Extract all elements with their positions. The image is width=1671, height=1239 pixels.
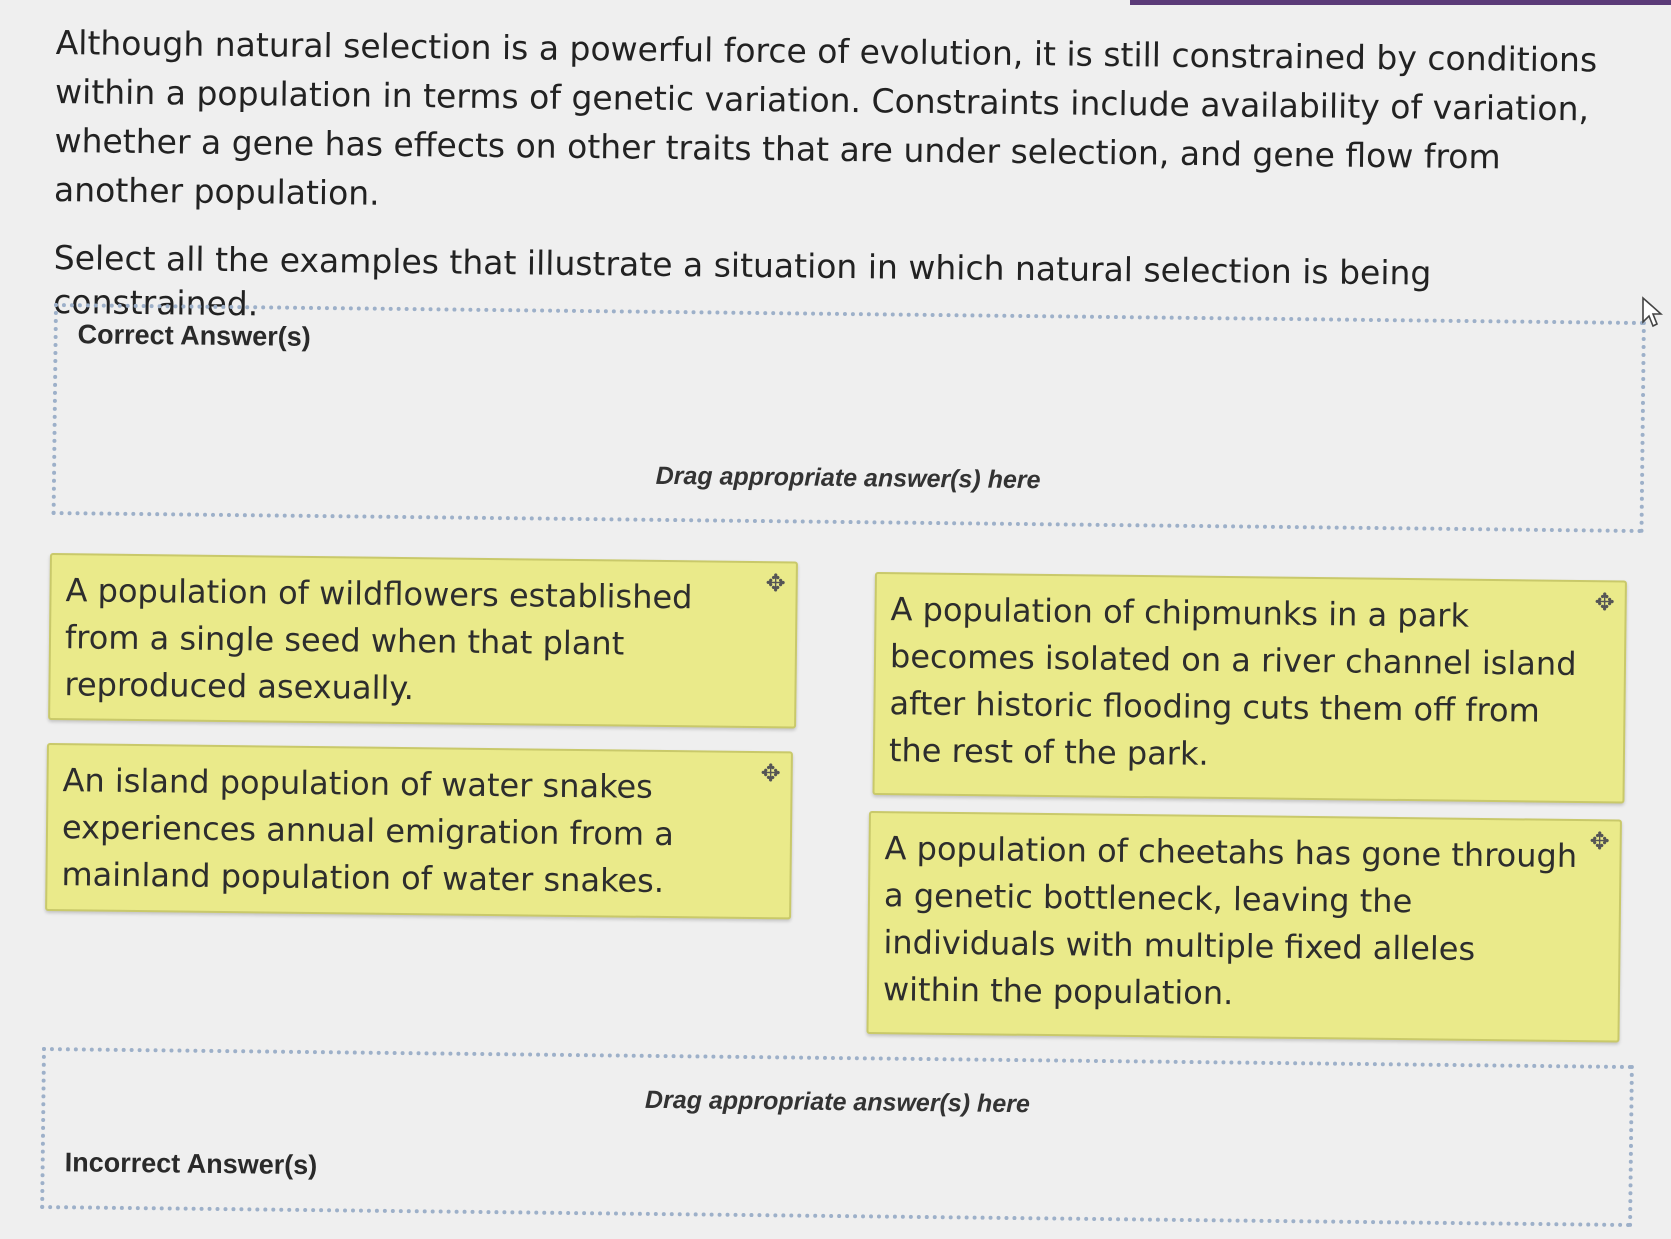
question-text: Although natural selection is a powerful force of evolution, it is still constrained by conditions within a population in terms of genetic variation. Constraints include availability of variation, whether a gene has effects on other traits that are under selection, and gene flow from another population.	[53, 22, 1598, 213]
move-icon[interactable]: ✥	[1594, 588, 1615, 617]
correct-drop-hint: Drag appropriate answer(s) here	[655, 461, 1041, 495]
answer-card-cheetahs[interactable]	[866, 811, 1621, 1043]
move-icon[interactable]: ✥	[760, 759, 781, 788]
incorrect-answers-dropzone[interactable]	[40, 1047, 1634, 1227]
answer-card-wildflowers[interactable]	[48, 553, 798, 728]
answer-card-chipmunks[interactable]	[872, 572, 1626, 804]
correct-answers-title: Correct Answer(s)	[77, 319, 311, 352]
answer-card-text: A population of cheetahs has gone through a genetic bottleneck, leaving the individuals with multiple fixed alleles within the population.	[882, 829, 1578, 1013]
move-icon[interactable]: ✥	[1589, 827, 1610, 856]
answer-card-text: A population of wildflowers established from a single seed when that plant reproduced asexually.	[64, 571, 693, 708]
answer-card-text: A population of chipmunks in a park becomes isolated on a river channel island after historic flooding cuts them off from the rest of the park.	[888, 590, 1577, 773]
header-accent-bar	[1130, 0, 1671, 5]
incorrect-drop-hint: Drag appropriate answer(s) here	[644, 1085, 1030, 1119]
move-icon[interactable]: ✥	[765, 569, 786, 598]
question-prompt: Select all the examples that illustrate a situation in which natural selection is being constrained.	[53, 237, 1432, 324]
incorrect-answers-title: Incorrect Answer(s)	[64, 1147, 318, 1181]
correct-answers-dropzone[interactable]	[52, 303, 1646, 533]
mouse-pointer-icon	[1641, 296, 1663, 328]
answer-card-water-snakes[interactable]	[45, 743, 793, 919]
answer-card-text: An island population of water snakes experiences annual emigration from a mainland population of water snakes.	[61, 761, 675, 901]
